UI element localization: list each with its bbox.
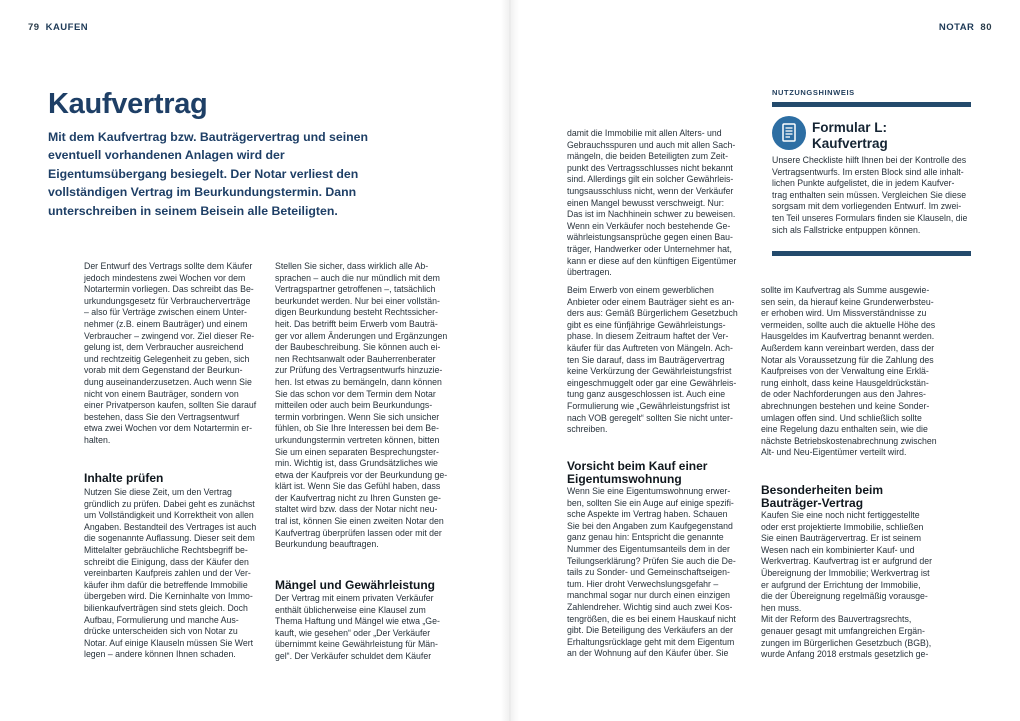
note-top-rule [772, 102, 971, 107]
article-lead: Mit dem Kaufvertrag bzw. Bauträgervertrag und seinen eventuell vorhandenen Anlagen wird der Eigentumsübergang besiegelt. Der Notar verliest den vollständigen Vertrag im Beurkundungstermin. Dann unterschreiben in seinem Beisein alle Beteiligten. [48, 130, 369, 218]
note-body: Unsere Checkliste hilft Ihnen bei der Kontrolle des Vertragsentwurfs. Im ersten Block sind alle inhalt- lichen Punkte aufgelistet, die in jedem Kaufver- trag enthalten sein müssen. Vergleichen Sie diese sorgsam mit dem vorliegenden Entwurf. Im zwei- ten Teil unseres Formulars finden sie Klauseln, die sich als Fallstricke entpuppen können. [772, 155, 968, 235]
article-title: Kaufvertrag [48, 88, 208, 120]
heading-inhalte-pruefen: Inhalte prüfen [84, 471, 164, 485]
note-title: Formular L: Kaufvertrag [812, 120, 888, 151]
column-3-paragraph-2: Beim Erwerb von einem gewerblichen Anbieter oder einem Bauträger sieht es an- ders aus: Gemäß Bürgerlichem Gesetzbuch gibt es eine fünfjährige Gewährleistungs- phase. In diesem Zeitraum haftet der Ver- käufer für das Auftreten von Mängeln. Ach- ten Sie darauf, dass im Bauträgervertrag keine Verkürzung der Gewährleistungsfrist eingeschmuggelt oder gar eine Gewährleis- tung ganz ausgeschlossen ist. Auch eine Formulierung wie „Gewährleistungsfrist ist nach VOB geregelt“ sollten Sie nicht unter- schreiben. [567, 285, 738, 435]
column-2-paragraph-2: Der Vertrag mit einem privaten Verkäufer enthält üblicherweise eine Klausel zum Thema Haftung und Mängel wie etwa „Ge- kauft, wie gesehen“ oder „Der Verkäufer übernimmt keine Gewährleistung für Män- gel“. Der Verkäufer schuldet dem Käufer [275, 593, 440, 661]
book-gutter [501, 0, 519, 721]
right-running-header [939, 22, 992, 33]
column-1-paragraph-1: Der Entwurf des Vertrags sollte dem Käufer jedoch mindestens zwei Wochen vor dem Notartermin vorliegen. Das schreibt das Be- urkundungsgesetz für Verbraucherverträge – also für Verträge zwischen einem Unter- nehmer (z.B. einem Bauträger) und einem Verbraucher – zwingend vor. Ziel dieser Re- gelung ist, dem Verbraucher ausreichend und rechtzeitig Gelegenheit zu geben, sich vorab mit dem Gegenstand der Beurkun- dung auseinanderzusetzen. Auch wenn Sie nicht von einem Bauträger, sondern von einer Privatperson kaufen, sollten Sie darauf bestehen, dass Sie den Vertragsentwurf etwa zwei Wochen vor dem Notartermin er- halten. [84, 261, 257, 445]
heading-bautraeger-vertrag: Besonderheiten beim Bauträger-Vertrag [761, 483, 884, 510]
note-label: NUTZUNGSHINWEIS [772, 88, 855, 97]
heading-eigentumswohnung: Vorsicht beim Kauf einer Eigentumswohnung [567, 459, 708, 486]
column-2-paragraph-1: Stellen Sie sicher, dass wirklich alle Ab- sprachen – auch die nur mündlich mit dem Vertragspartner getroffenen –, tatsächlich beurkundet werden. Nur bei einer vollstän- digen Beurkundung besteht Rechtssicher- heit. Das betrifft beim Erwerb vom Bauträ- ger vor allem Änderungen und Ergänzungen der Baubeschreibung. Sie können auch ei- nen Rechtsanwalt oder Bauherrenberater zur Prüfung des Vertragsentwurfs hinzuzie- hen. Ist etwas zu bemängeln, dann können Sie das schon vor dem Termin dem Notar mitteilen oder auch beim Beurkundungs- termin vorbringen. Wenn Sie sich unsicher fühlen, ob Sie Ihre Interessen bei dem Be- urkundungstermin vertreten können, bitten Sie um einen separaten Besprechungster- min. Wichtig ist, dass Grundsätzliches wie etwa der Kaufpreis vor der Beurkundung ge- klärt ist. Wenn Sie das Gefühl haben, dass der Kaufvertrag nicht zu Ihren Gunsten ge- staltet wird bzw. dass der Notar nicht neu- tral ist, können Sie einen zweiten Notar den Kaufvertrag überprüfen lassen oder mit der Beurkundung beauftragen. [275, 261, 448, 550]
note-bottom-rule [772, 251, 971, 256]
left-page-number: 79 [28, 22, 40, 33]
heading-maengel-gewaehrleistung: Mängel und Gewährleistung [275, 578, 436, 592]
form-document-icon [772, 116, 806, 150]
column-4-paragraph-1: sollte im Kaufvertrag als Summe ausgewie- sen sein, da hierauf keine Grunderwerbsteu- er erhoben wird. Um Missverständnisse zu vermeiden, sollte auch die aktuelle Höhe des Hausgeldes im Kaufvertrag benannt werden. Außerdem kann vereinbart werden, dass der Notar als Voraussetzung für die Zahlung des Kaufpreises von der Verwaltung eine Erklä- rung einholt, dass keine Hausgeldrückstän- de oder Nachforderungen aus den Jahres- abrechnungen bestehen und keine Sonder- umlagen offen sind. Und schließlich sollte eine Regelung dazu enthalten sein, wie die nächste Betriebskostenabrechnung zwischen Alt- und Neu-Eigentümer verteilt wird. [761, 285, 937, 458]
column-3-paragraph-3: Wenn Sie eine Eigentumswohnung erwer- ben, sollten Sie ein Auge auf einige spezifi- sche Aspekte im Vertrag haben. Schauen Sie bei den Angaben zum Kaufgegenstand ganz genau hin: Entspricht die genannte Nummer des Eigentumsanteils dem in der Teilungserklärung? Prüfen Sie auch die De- tails zu Sonder- und Gemeinschaftseigen- tum. Hier droht Verwechslungsgefahr – manchmal sogar nur durch einen einzigen Zahlendreher. Wichtig sind auch zwei Kos- tengrößen, die es bei einem Hauskauf nicht gibt. Die Beteiligung des Verkäufers an der Erhaltungsrücklage geht mit dem Eigentum an der Wohnung auf den Käufer über. Sie [567, 486, 736, 659]
column-1-paragraph-2: Nutzen Sie diese Zeit, um den Vertrag gründlich zu prüfen. Dabei geht es zunächst um Vollständigkeit und Korrektheit von allen Angaben. Bestandteil des Vertrages ist auch die sogenannte Auflassung. Dieser seit dem Mittelalter gebräuchliche Rechtsbegriff be- schreibt die Einigung, dass der Käufer den vereinbarten Kaufpreis zahlen und der Ver- käufer ihm dafür die betreffende Immobilie übergeben wird. Die Kerninhalte von Immo- bilienkaufverträgen sind stets gleich. Doch Aufbau, Formulierung und manche Aus- drücke unterscheiden sich von Notar zu Notar. Auf einige Klauseln müssen Sie Wert legen – andere können Ihnen schaden. [84, 487, 257, 660]
left-section-name: KAUFEN [45, 22, 89, 33]
column-4-paragraph-2: Kaufen Sie eine noch nicht fertiggestellte oder erst projektierte Immobilie, schließen Sie einen Bauträgervertrag. Er ist seinem Wesen nach ein kombinierter Kauf- und Werkvertrag. Kaufvertrag ist er aufgrund der Übereignung der Immobilie; Werkvertrag ist er aufgrund der Errichtung der Immobilie, die der Übereignung regelmäßig vorausge- hen muss. Mit der Reform des Bauvertragsrechts, genauer gesagt mit umfangreichen Ergän- zungen im Bürgerlichen Gesetzbuch (BGB), wurde Anfang 2018 erstmals gesetzlich ge- [761, 510, 933, 660]
left-running-header [28, 22, 88, 33]
right-page-number: 80 [980, 22, 992, 33]
column-3-paragraph-1: damit die Immobilie mit allen Alters- und Gebrauchsspuren und auch mit allen Sach- mängeln, die beiden Beteiligten zum Zeit- punkt des Vertragsschlusses nicht bekannt sind. Allerdings gilt ein solcher Gewährleis- tungsausschluss nicht, wenn der Verkäufer einen Mangel bewusst verschweigt. Nur: Das ist im Nachhinein schwer zu beweisen. Wenn ein Verkäufer noch bestehende Ge- währleistungsansprüche gegen einen Bau- träger, Handwerker oder Unternehmer hat, kann er diese auf den künftigen Eigentümer übertragen. [567, 128, 737, 278]
right-section-name: NOTAR [938, 22, 975, 33]
